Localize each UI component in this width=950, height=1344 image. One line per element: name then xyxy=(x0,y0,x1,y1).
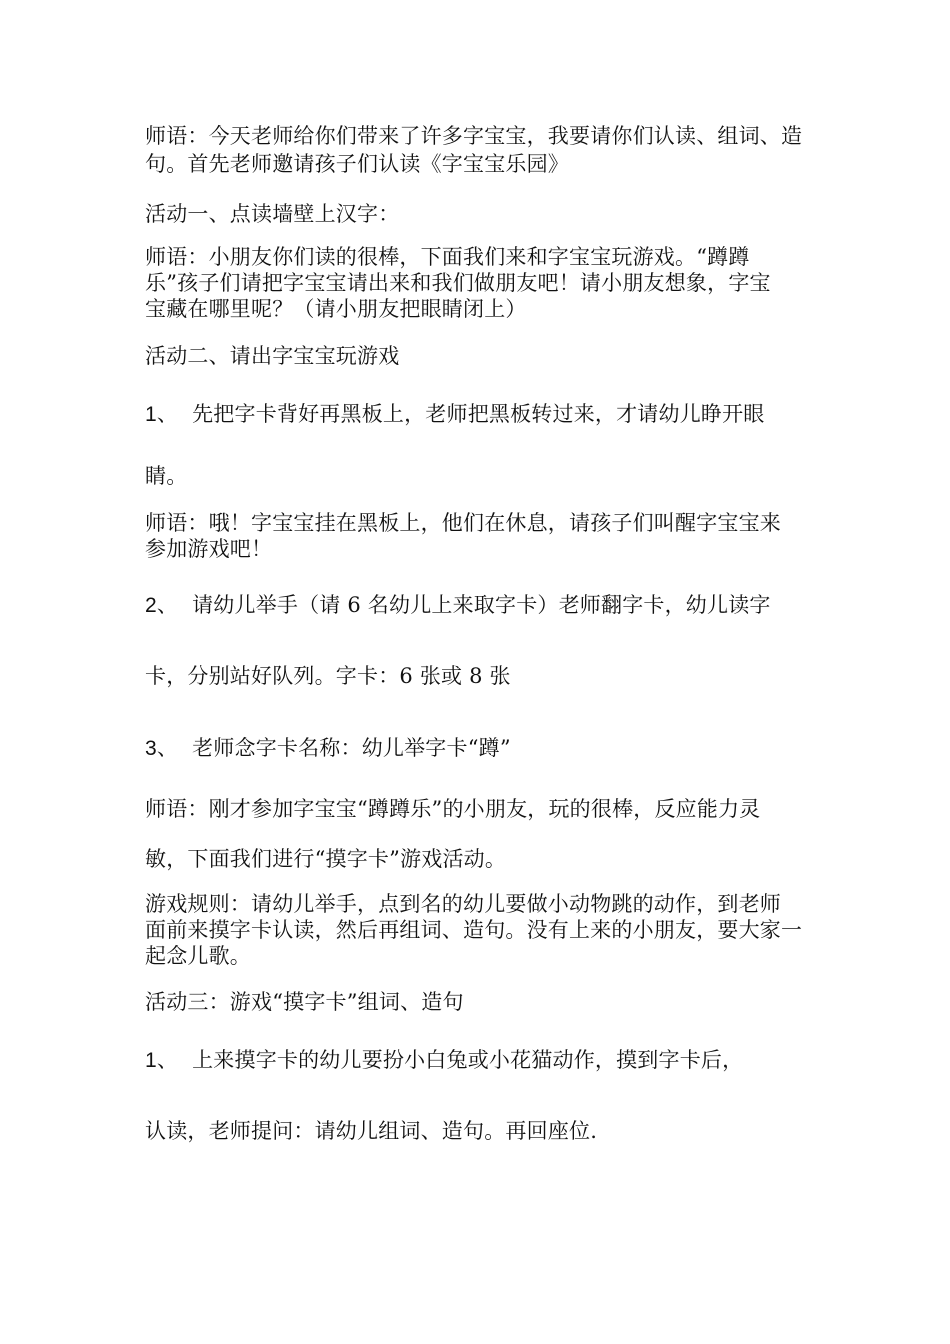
section-heading: 活动二、请出字宝宝玩游戏 xyxy=(145,344,400,368)
text-line: 起念儿歌。 xyxy=(145,944,251,968)
numbered-item xyxy=(145,1047,815,1074)
text-line: 师语：哦！字宝宝挂在黑板上，他们在休息，请孩子们叫醒字宝宝来 xyxy=(145,511,781,535)
text-line: 面前来摸字卡认读，然后再组词、造句。没有上来的小朋友，要大家一 xyxy=(145,918,803,942)
text-line: 参加游戏吧！ xyxy=(145,537,273,561)
text-line: 卡，分别站好队列。字卡：6 张或 8 张 xyxy=(145,664,511,688)
item-number: 2、 xyxy=(145,594,179,617)
item-number: 3、 xyxy=(145,737,179,760)
text-line: 宝藏在哪里呢？（请小朋友把眼睛闭上） xyxy=(145,297,527,321)
text-line: 敏，下面我们进行“摸字卡”游戏活动。 xyxy=(145,847,507,871)
item-number: 1、 xyxy=(145,1049,179,1072)
item-text: 上来摸字卡的幼儿要扮小白兔或小花猫动作，摸到字卡后， xyxy=(192,1048,744,1072)
text-line: 游戏规则：请幼儿举手，点到名的幼儿要做小动物跳的动作，到老师 xyxy=(145,892,781,916)
numbered-item xyxy=(145,735,815,762)
item-text: 请幼儿举手（请 6 名幼儿上来取字卡）老师翻字卡，幼儿读字 xyxy=(192,593,771,617)
text-line: 乐”孩子们请把字宝宝请出来和我们做朋友吧！请小朋友想象，字宝 xyxy=(145,271,771,295)
section-heading: 活动一、点读墙壁上汉字： xyxy=(145,202,400,226)
numbered-item xyxy=(145,592,815,619)
text-line: 睛。 xyxy=(145,464,188,488)
text-line: 师语：小朋友你们读的很棒，下面我们来和字宝宝玩游戏。“蹲蹲 xyxy=(145,245,750,269)
text-line: 句。首先老师邀请孩子们认读《字宝宝乐园》 xyxy=(145,152,569,176)
text-line: 师语：刚才参加字宝宝“蹲蹲乐”的小朋友，玩的很棒，反应能力灵 xyxy=(145,797,761,821)
text-line: 师语：今天老师给你们带来了许多字宝宝，我要请你们认读、组词、造 xyxy=(145,124,803,148)
item-number: 1、 xyxy=(145,403,179,426)
item-text: 先把字卡背好再黑板上，老师把黑板转过来，才请幼儿睁开眼 xyxy=(192,402,765,426)
text-line: 认读，老师提问：请幼儿组词、造句。再回座位. xyxy=(145,1119,598,1143)
section-heading: 活动三：游戏“摸字卡”组词、造句 xyxy=(145,990,464,1014)
item-text: 老师念字卡名称：幼儿举字卡“蹲” xyxy=(192,736,511,760)
numbered-item xyxy=(145,401,815,428)
